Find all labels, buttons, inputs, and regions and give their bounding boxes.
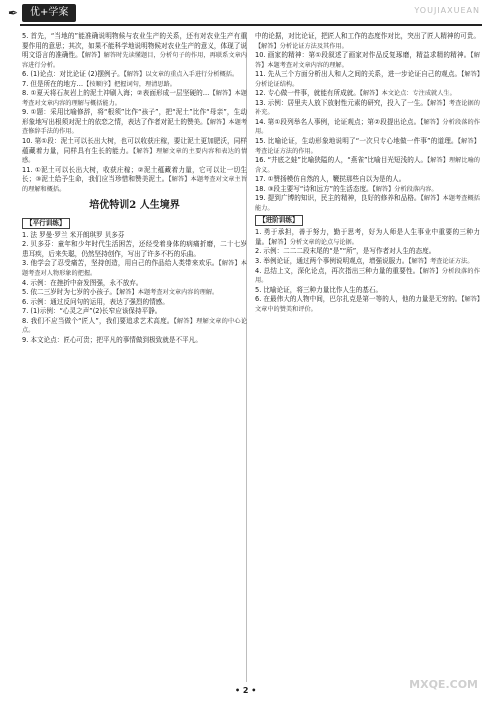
- answer-item: [255, 247, 480, 257]
- answer-analysis: 【解答】本题考查对文章主旨的理解和概括。: [22, 176, 247, 193]
- page-header: [0, 0, 500, 26]
- header-rule: [20, 24, 482, 26]
- answer-text: 中的论据，对比论证，把匠人和工作的态度作对比，突出了匠人精神的可贵。: [255, 32, 480, 40]
- bird-icon: ✒: [8, 6, 19, 20]
- answer-item: [22, 166, 247, 195]
- answer-analysis: 【解答】本题考查对文章内容的理解。: [255, 52, 480, 69]
- answer-item: [22, 80, 247, 90]
- answer-analysis: 【解答】分析论证方法及其作用。: [255, 42, 348, 50]
- answer-text: 5. 比喻论证，将三种力量比作人生的基石。: [255, 285, 383, 294]
- answer-analysis: 【解答】分析段落的作用。: [255, 118, 480, 136]
- answer-text: 10. 第①段：泥土可以长出大树，也可以收获庄稼，要让泥土更加肥沃，同样蕴藏着力量，同样具有生长的能力。: [22, 137, 247, 155]
- answer-item: [22, 89, 247, 108]
- answer-text: 19. 提到广博的知识，民主的精神，良好的修养和品格。: [255, 194, 421, 203]
- answer-list-right: [255, 32, 480, 213]
- answer-analysis: 【解答】本题考查概括能力。: [255, 195, 480, 212]
- answer-text: 3. 他学会了忍受痛苦，坚持创造，用自己的作品给人类带来欢乐。: [22, 259, 219, 268]
- answer-text: 8. 我们不应当做个“匠人”，我们要追求艺术高度。: [22, 316, 174, 325]
- answer-item: [255, 228, 480, 247]
- answer-item: [255, 286, 480, 296]
- answer-item: [255, 257, 480, 267]
- right-column: [255, 32, 480, 314]
- answer-analysis: 【解答】理解比喻的含义。: [255, 157, 480, 174]
- advanced-answer-list: [255, 228, 480, 314]
- answer-analysis: 【解答】分析段落内容。: [372, 185, 438, 193]
- answer-analysis: 【按顺序】把握词句，理清思路。: [83, 80, 176, 88]
- answer-analysis: 【解答】分析论证结构。: [255, 71, 480, 88]
- answer-item: [22, 279, 247, 289]
- answer-text: 15. 比喻论证，生动形象地说明了“一次只专心地做一件事”的道理。: [255, 137, 458, 146]
- answer-item: [255, 99, 480, 118]
- answer-text: 7. 但是所在的地方…: [22, 79, 84, 88]
- answer-text: 16. “井底之蛙”比喻狭隘的人，“燕雀”比喻目光短浅的人。: [255, 156, 428, 165]
- answer-item: [255, 70, 480, 89]
- answer-list-top: [22, 32, 247, 194]
- answer-analysis: 【解答】本题考查修辞手法的作用。: [22, 118, 248, 136]
- answer-text: 1. 法 罗曼·罗兰 米开朗琪罗 贝多芬: [22, 230, 125, 239]
- answer-item: [22, 32, 247, 70]
- answer-item: [22, 231, 247, 241]
- advanced-tag: 【进阶训练】: [255, 215, 303, 226]
- answer-analysis: 【解答】本题考查对人物形象的把握。: [22, 260, 247, 278]
- answer-item: [22, 336, 247, 346]
- answer-text: 7. (1)示例：“心灵之声”(2)长窄应该保持平静。: [22, 307, 162, 316]
- answer-text: 6. (1)论点：对比论证 (2)摆例子。: [22, 70, 124, 79]
- answer-item: [255, 267, 480, 286]
- answer-text: 10. 画家的精神：第①段叙述了画家对作品反复琢磨，精益求精的精神。: [255, 51, 471, 60]
- answer-item: [22, 70, 247, 80]
- answer-item: [22, 259, 247, 278]
- answer-text: 9. 本文论点：匠心可贵；把平凡的事情做到极致就是不平凡。: [22, 335, 202, 344]
- answer-item: [22, 240, 247, 259]
- answer-item: [22, 307, 247, 317]
- answer-text: 17. ①赞扬模仿自然的人，鞭挞那些自以为是的人。: [255, 175, 406, 184]
- answer-text: 1. 勇于承担，善于努力，勤于思考，好为人师是人生事业中重要的三种力量。: [255, 228, 480, 246]
- answer-analysis: 【解答】本题考查对文章内容的理解与概括能力。: [22, 90, 247, 107]
- answer-text: 3. 举例论证，通过两个事例说明观点，增强说服力。: [255, 257, 409, 266]
- answer-analysis: 【解答】文章中的赞美和评价。: [255, 296, 480, 313]
- answer-analysis: 【解答】理解文章的主要内容和表达的情感。: [22, 147, 248, 165]
- answer-analysis: 【解答】理解文章的中心论点。: [22, 317, 248, 335]
- answer-item: [255, 156, 480, 175]
- answer-item: [22, 137, 247, 166]
- answer-analysis: 【解答】分析段落的作用。: [255, 267, 480, 285]
- answer-text: 11. 先从三个方面分析出人和人之间的关系，进一步论证自己的观点。: [255, 70, 462, 79]
- watermark: MXQE.COM: [409, 678, 478, 691]
- answer-item: [22, 317, 247, 336]
- logo-text: 优+学案: [30, 7, 69, 18]
- answer-item: [255, 295, 480, 314]
- answer-text: 6. 示例：通过反问句的运用，表达了强烈的情感。: [22, 297, 169, 306]
- answer-text: 9. ①题：采用比喻修辞，将“根须”比作“孩子”，把“泥土”比作“母亲”，生动形象地写出根须对泥土的依恋之情，表达了作者对泥土的赞美。: [22, 108, 247, 126]
- answer-item: [22, 108, 247, 137]
- answer-analysis: 【解答】考查论证方法。: [408, 258, 474, 266]
- answer-text: 12. 专心做一件事，就能有所成就。: [255, 89, 360, 98]
- answer-item: [22, 288, 247, 298]
- answer-text: 8. ①夏天将石灰岩上的泥土冲刷入海；②表面形成一层坚硬的…: [22, 89, 210, 98]
- answer-text: 4. 总结上文，深化论点，再次指出三种力量的重要性。: [255, 266, 420, 275]
- answer-text: 6. 在最伟大的人物中间，巴尔扎克是第一等的人，他的力量是无穷的。: [255, 295, 462, 304]
- left-column: [22, 32, 247, 345]
- answer-analysis: 【解答】以文章的重点入手进行分析概括。: [123, 71, 239, 79]
- answer-analysis: 【解答】解答时先读懂题目，分析句子的作用，再联系文章内容进行分析。: [22, 52, 247, 69]
- answer-item: [255, 137, 480, 156]
- answer-analysis: 【解答】本题考查对文章内容的理解。: [116, 289, 219, 297]
- answer-item: [255, 185, 480, 195]
- answer-text: 4. 示例：在挫折中奋发图强，永不放弃。: [22, 278, 143, 287]
- answer-text: 5. 依二三岁时为七岁的小孩子。: [22, 288, 117, 297]
- answer-text: 2. 示例：二二二段末尾的“是”“所”，是写作者对人生的态度。: [255, 247, 436, 256]
- page-number: • 2 •: [235, 686, 257, 695]
- section-title: 培优特训2 人生境界: [89, 200, 180, 212]
- practice-answer-list: [22, 231, 247, 346]
- answer-item: [255, 51, 480, 70]
- practice-tag: 【平行训练】: [22, 218, 70, 229]
- answer-text: 14. 第①段列举名人事例，论证观点；第②段提出论点。: [255, 117, 421, 126]
- answer-analysis: 【解答】分析文章的论点与论据。: [268, 238, 358, 246]
- brand-logo: [8, 4, 76, 22]
- answer-analysis: 【解答】考查论据的补充。: [255, 99, 480, 117]
- answer-analysis: 【解答】考查论证方法的作用。: [255, 138, 480, 155]
- answer-text: 5. 首先，“当地的”能准确说明物候与农业生产的关系，还有对农业生产有重要作用的意思；其次，如果不能科学地说明物候对农业生产的意义，体现了说明文语言的准确性。: [22, 32, 247, 60]
- answer-item: [255, 118, 480, 137]
- answer-text: 13. 示例：居里夫人放下放射性元素的研究，投入了一生。: [255, 98, 428, 107]
- answer-text: 11. ①泥土可以长出大树，收获庄稼；②泥土蕴藏着力量，它可以让一切生长；③泥土给予生命，我们应当珍惜和赞美泥土。: [22, 165, 247, 184]
- answer-text: 2. 贝多芬：童年和少年时代生活困苦，还经受着身体的病痛折磨，二十七岁患耳疾，后来失聪，仍然坚持创作，写出了许多不朽的乐曲。: [22, 240, 247, 258]
- answer-item: [22, 298, 247, 308]
- answer-item: [255, 194, 480, 213]
- answer-text: 18. ③段主要写“诗和远方”的生活态度。: [255, 184, 373, 193]
- answer-analysis: 【解答】本文论点：专注成就人生。: [359, 90, 456, 98]
- answer-item: [255, 175, 480, 185]
- answer-item: [255, 89, 480, 99]
- answer-item: [255, 32, 480, 51]
- header-right-text: YOUJIAXUEAN: [414, 6, 480, 15]
